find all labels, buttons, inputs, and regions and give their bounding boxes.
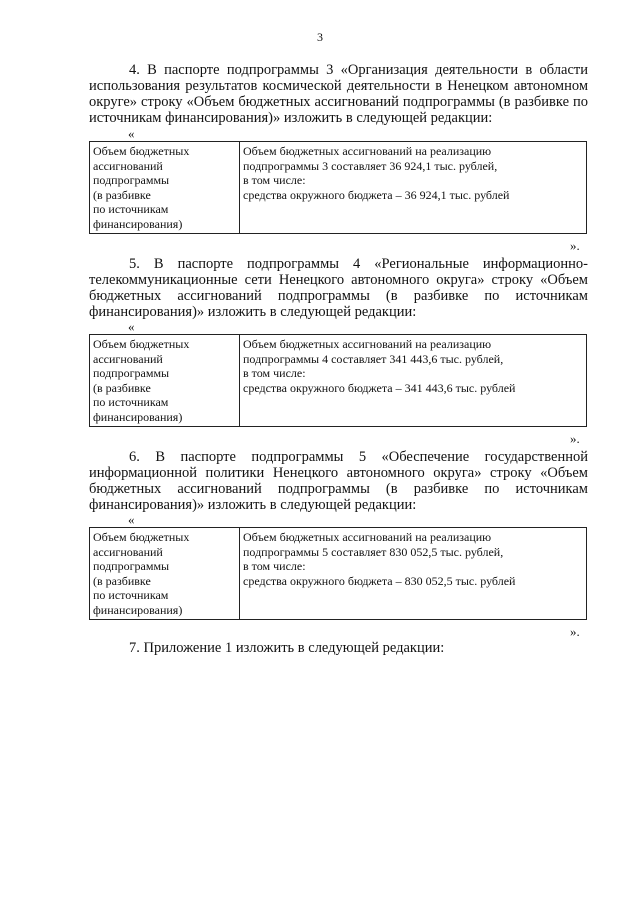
budget-label-cell xyxy=(90,335,240,427)
paragraph-line: 5. В паспорте подпрограммы 4 «Региональные информационно- xyxy=(129,256,588,272)
cell-line: Объем бюджетных ассигнований на реализацию xyxy=(243,144,492,158)
budget-value-cell xyxy=(240,142,587,234)
cell-line: ассигнований xyxy=(93,158,163,173)
paragraph-line: использования результатов космической деятельности в Ненецком автономном xyxy=(89,78,588,94)
cell-line: Объем бюджетных xyxy=(93,337,190,351)
cell-line: подпрограммы 5 составляет 830 052,5 тыс. рублей, xyxy=(243,544,504,559)
paragraph-line: телекоммуникационные сети Ненецкого автономного округа» строку «Объем xyxy=(89,272,588,288)
paragraph-item-7 xyxy=(89,640,588,656)
open-quote: « xyxy=(128,512,135,527)
paragraph-item-6 xyxy=(89,449,588,513)
paragraph-line: финансирования)» изложить в следующей редакции: xyxy=(89,497,417,513)
cell-line: подпрограммы 3 составляет 36 924,1 тыс. рублей, xyxy=(243,158,498,173)
cell-line: (в разбивке xyxy=(93,573,151,588)
close-quote: ». xyxy=(570,238,580,253)
open-quote: « xyxy=(128,126,135,141)
paragraph-line: 7. Приложение 1 изложить в следующей редакции: xyxy=(129,640,445,656)
page-number: 3 xyxy=(317,30,323,44)
budget-value-cell xyxy=(240,335,587,427)
paragraph-line: бюджетных ассигнований подпрограммы (в разбивке по источникам xyxy=(89,288,588,304)
budget-value-cell xyxy=(240,528,587,620)
close-quote: ». xyxy=(570,624,580,639)
cell-line: ассигнований xyxy=(93,351,163,366)
cell-line: подпрограммы xyxy=(93,173,170,187)
paragraph-line: финансирования)» изложить в следующей редакции: xyxy=(89,304,417,320)
cell-line: финансирования) xyxy=(93,216,183,231)
cell-line: в том числе: xyxy=(243,173,306,187)
open-quote: « xyxy=(128,319,135,334)
cell-line: подпрограммы xyxy=(93,559,170,573)
budget-table-subprogram-3 xyxy=(89,141,587,234)
cell-line: подпрограммы xyxy=(93,366,170,380)
budget-label-cell xyxy=(90,528,240,620)
cell-line: финансирования) xyxy=(93,602,183,617)
cell-line: Объем бюджетных ассигнований на реализацию xyxy=(243,337,492,351)
budget-label-cell xyxy=(90,142,240,234)
cell-line: финансирования) xyxy=(93,409,183,424)
cell-line: по источникам xyxy=(93,202,169,216)
cell-line: средства окружного бюджета – 36 924,1 тыс. рублей xyxy=(243,187,510,202)
close-quote: ». xyxy=(570,431,580,446)
budget-table-subprogram-4 xyxy=(89,334,587,427)
paragraph-line: 6. В паспорте подпрограммы 5 «Обеспечение государственной xyxy=(129,449,588,465)
cell-line: ассигнований xyxy=(93,544,163,559)
paragraph-item-5 xyxy=(89,256,588,320)
paragraph-line: бюджетных ассигнований подпрограммы (в разбивке по источникам xyxy=(89,481,588,497)
paragraph-line: 4. В паспорте подпрограммы 3 «Организация деятельности в области xyxy=(129,62,588,78)
cell-line: по источникам xyxy=(93,588,169,602)
paragraph-item-4 xyxy=(89,62,588,126)
budget-table-subprogram-5 xyxy=(89,527,587,620)
cell-line: подпрограммы 4 составляет 341 443,6 тыс. рублей, xyxy=(243,351,504,366)
paragraph-line: округе» строку «Объем бюджетных ассигнований подпрограммы (в разбивке xyxy=(89,94,569,110)
cell-line: Объем бюджетных xyxy=(93,144,190,158)
cell-line: (в разбивке xyxy=(93,380,151,395)
cell-line: в том числе: xyxy=(243,559,306,573)
paragraph-line: информационной политики Ненецкого автономного округа» строку «Объем xyxy=(89,465,588,481)
cell-line: Объем бюджетных xyxy=(93,530,190,544)
cell-line: средства окружного бюджета – 341 443,6 тыс. рублей xyxy=(243,380,516,395)
cell-line: в том числе: xyxy=(243,366,306,380)
cell-line: (в разбивке xyxy=(93,187,151,202)
paragraph-line: по источникам финансирования)» изложить в следующей редакции: xyxy=(89,94,588,126)
cell-line: средства окружного бюджета – 830 052,5 тыс. рублей xyxy=(243,573,516,588)
cell-line: Объем бюджетных ассигнований на реализацию xyxy=(243,530,492,544)
cell-line: по источникам xyxy=(93,395,169,409)
